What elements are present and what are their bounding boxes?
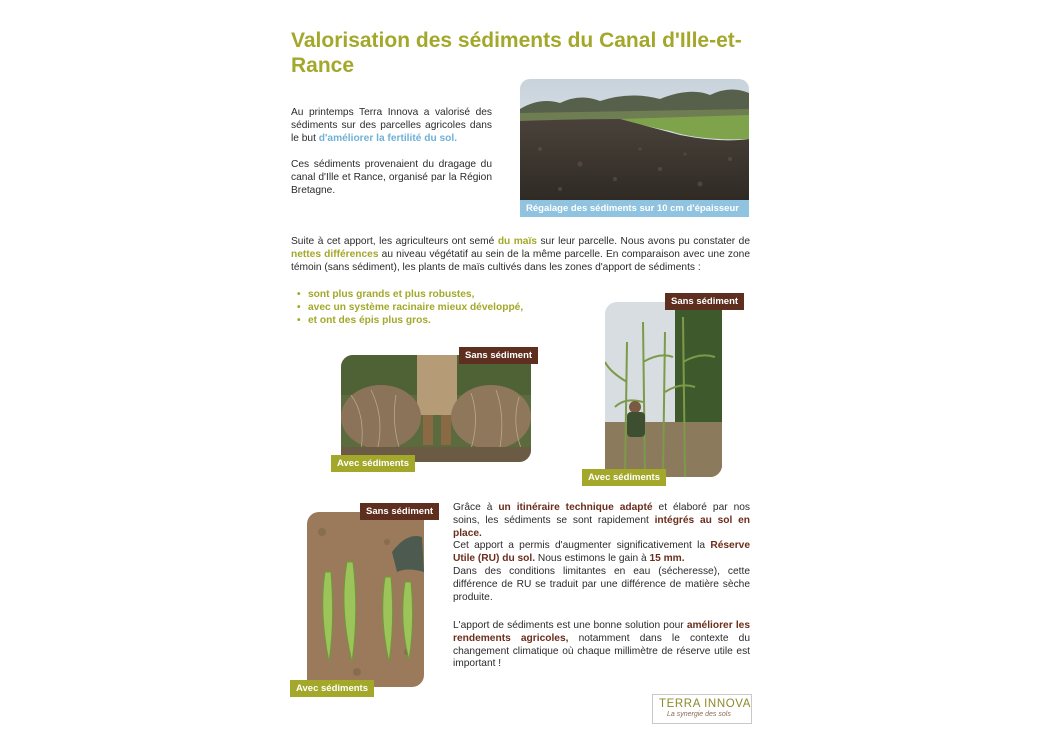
roots-photo-image: [341, 355, 531, 462]
ears-label-without: Sans sédiment: [360, 503, 439, 520]
logo-tagline: La synergie des sols: [667, 711, 731, 718]
results-highlight-maize: du maïs: [497, 236, 537, 247]
technique-text-3: Cet apport a permis d'augmenter significativement la: [453, 540, 711, 552]
results-paragraph: [291, 236, 750, 274]
intro-paragraph-2: Ces sédiments provenaient du dragage du canal d'Ille et Rance, organisé par la Région Bretagne.: [291, 159, 492, 196]
technique-text-1: Grâce à: [453, 502, 499, 513]
intro-highlight: d'améliorer la fertilité du sol.: [318, 132, 458, 144]
roots-photo: [341, 355, 531, 462]
plants-label-without: Sans sédiment: [665, 293, 744, 310]
intro-paragraph-1: [291, 107, 492, 145]
results-text-2: sur leur parcelle. Nous avons pu constater de: [536, 236, 751, 247]
benefits-list: [296, 288, 523, 327]
technique-highlight-itinerary: un itinéraire technique adapté: [498, 502, 653, 513]
technique-text-5: Dans des conditions limitantes en eau (sécheresse), cette différence de RU se traduit par une différence de matière sèche produite.: [453, 565, 750, 603]
corn-ears-photo-image: [307, 512, 424, 687]
field-photo-image: [520, 79, 749, 200]
list-item: • et ont des épis plus gros.: [308, 314, 523, 327]
plants-label-with: Avec sédiments: [582, 469, 666, 486]
technique-text-2: et élaboré par nos soins, les sédiments se sont rapidement: [453, 502, 751, 526]
intro-text: Au printemps Terra Innova a valorisé des sédiments sur des parcelles agricoles dans le but: [291, 107, 492, 144]
field-photo: [520, 79, 749, 200]
logo-name: TERRA INNOVA: [659, 698, 751, 710]
results-text-1: Suite à cet apport, les agriculteurs ont semé: [291, 236, 498, 247]
conclusion-text-2: notamment dans le contexte du changement climatique où chaque millimètre de réserve utile est important !: [453, 632, 750, 670]
list-item: • avec un système racinaire mieux développé,: [308, 301, 523, 314]
technique-highlight-integrated: intégrés au sol en place.: [453, 514, 750, 539]
field-photo-caption: Régalage des sédiments sur 10 cm d'épaisseur: [520, 200, 749, 217]
conclusion-text-1: L'apport de sédiments est une bonne solution pour: [453, 620, 687, 631]
conclusion-highlight: améliorer les rendements agricoles,: [453, 620, 750, 644]
list-item: • sont plus grands et plus robustes,: [308, 288, 523, 301]
results-text-3: au niveau végétatif au sein de la même parcelle. En comparaison avec une zone témoin (sans sédiment), les plants de maïs cultivés dans les zones d'apport de sédiments :: [291, 248, 750, 273]
technique-highlight-gain: 15 mm.: [649, 553, 685, 565]
ears-label-with: Avec sédiments: [290, 680, 374, 697]
technique-paragraph: [453, 502, 750, 604]
terra-innova-logo: [652, 694, 752, 724]
maize-plants-photo: [605, 302, 722, 477]
maize-plants-photo-image: [605, 302, 722, 477]
conclusion-paragraph: [453, 620, 750, 671]
technique-highlight-ru: Réserve Utile (RU) du sol.: [453, 540, 750, 565]
corn-ears-photo: [307, 512, 424, 687]
results-highlight-differences: nettes différences: [291, 248, 379, 260]
technique-text-4: Nous estimons le gain à: [535, 553, 650, 565]
page-title: Valorisation des sédiments du Canal d'Ille-et-Rance: [291, 29, 742, 77]
roots-label-without: Sans sédiment: [459, 347, 538, 364]
roots-label-with: Avec sédiments: [331, 455, 415, 472]
